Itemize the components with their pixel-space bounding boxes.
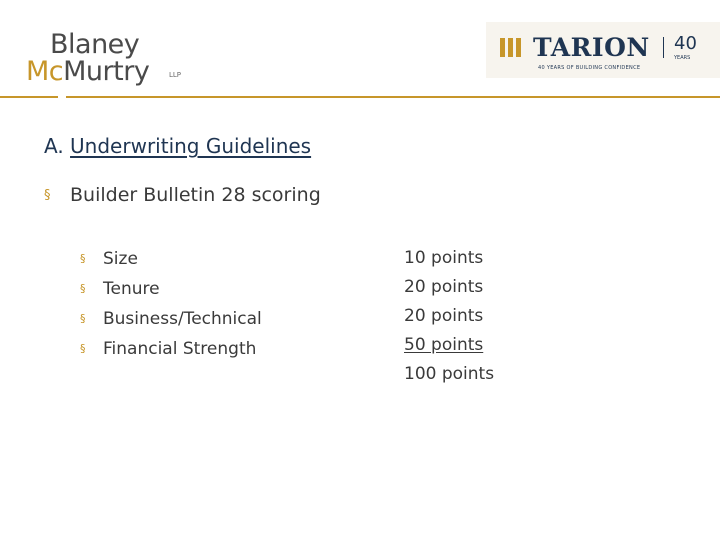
tarion-anniversary-caption: YEARS — [674, 55, 691, 61]
bullet-marker-icon: § — [80, 312, 86, 325]
criterion-points: 20 points — [404, 306, 484, 326]
criterion-label: Tenure — [103, 279, 160, 299]
logo-llp: LLP — [169, 71, 182, 79]
header-rule — [0, 96, 720, 98]
main-bullet — [44, 184, 321, 206]
header-rule-notch — [58, 96, 66, 102]
section-title: Underwriting Guidelines — [70, 134, 312, 158]
logo-mc: Mc — [26, 56, 64, 87]
tarion-divider — [663, 37, 664, 58]
tarion-bars-icon — [500, 38, 521, 57]
tarion-anniversary-number: 40 — [674, 33, 697, 54]
criterion-label: Size — [103, 249, 138, 269]
logo-murtry: Murtry — [63, 56, 150, 87]
list-item — [80, 244, 262, 274]
section-letter: A. — [44, 134, 64, 158]
list-item — [80, 274, 262, 304]
tarion-wordmark: TARION — [533, 33, 650, 62]
criterion-label: Financial Strength — [103, 339, 257, 359]
criterion-points: 50 points — [404, 335, 484, 355]
list-item — [80, 304, 262, 334]
logo-line-mcmurtry — [26, 57, 149, 87]
criteria-list — [80, 244, 262, 364]
bullet-marker-icon: § — [80, 282, 86, 295]
total-points: 100 points — [404, 364, 495, 384]
section-heading — [44, 134, 311, 158]
tarion-tagline: 40 YEARS OF BUILDING CONFIDENCE — [538, 65, 641, 71]
logo-line-blaney: Blaney — [50, 29, 140, 60]
blaney-mcmurtry-logo — [26, 30, 196, 92]
tarion-logo — [486, 22, 720, 78]
list-item — [80, 334, 262, 364]
points-column — [404, 244, 494, 389]
bullet-marker-icon: § — [80, 342, 86, 355]
main-bullet-text: Builder Bulletin 28 scoring — [70, 184, 321, 206]
criterion-points: 20 points — [404, 277, 484, 297]
bullet-marker-icon: § — [44, 188, 51, 203]
criterion-label: Business/Technical — [103, 309, 262, 329]
criterion-points: 10 points — [404, 248, 484, 268]
bullet-marker-icon: § — [80, 252, 86, 265]
